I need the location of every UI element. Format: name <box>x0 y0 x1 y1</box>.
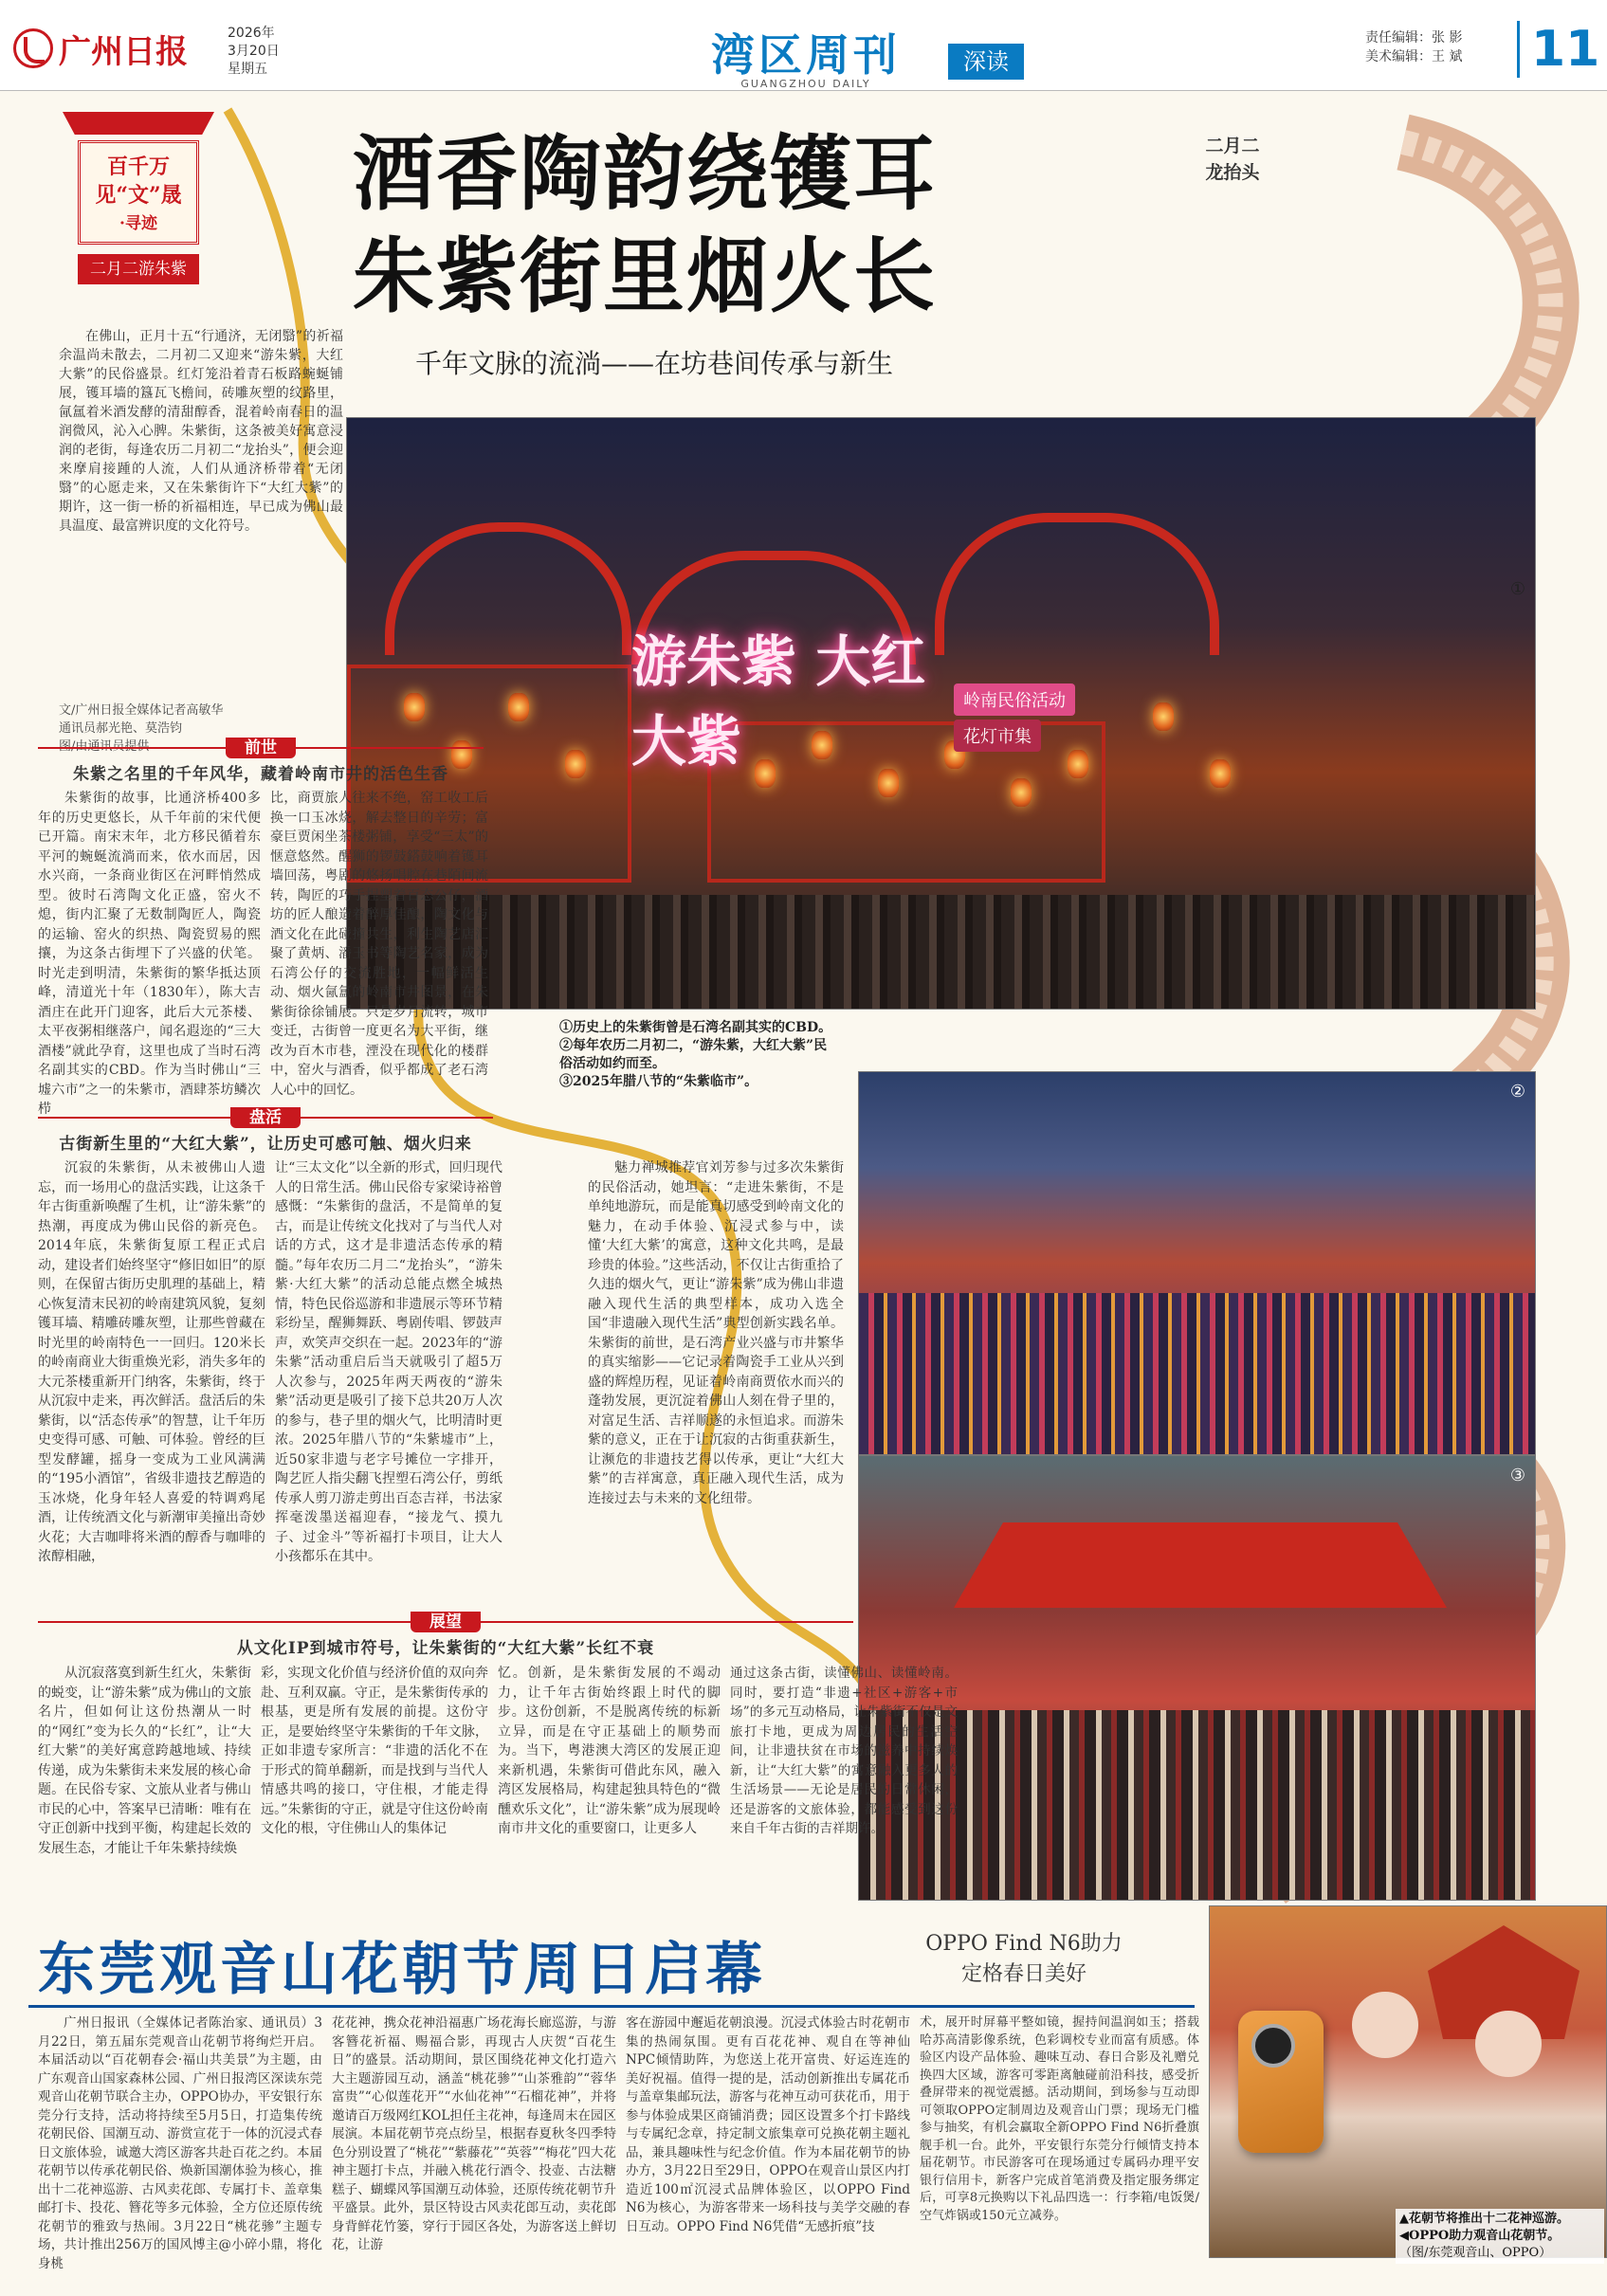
byline-reporter: 文/广州日报全媒体记者高敏华 <box>59 703 224 718</box>
page-number: 11 <box>1517 21 1593 78</box>
bottom-headline: 东莞观音山花朝节周日启幕 <box>38 1937 766 2003</box>
article-text: 通过这条古街，读懂佛山、读懂岭南。同时，要打造“非遗+社区+游客+市场”的多元互动格局，让朱紫街不仅是文旅打卡地，更成为周边居民的生活空间，让非遗扶贫在市场的滋养中持续焕新，让“大红大紫”的寓意融入更多人的生活场景——无论是居民的日常休闲，还是游客的文旅体验，都能感受到这份来自千年古街的吉祥期许。 <box>730 1666 958 1836</box>
article-text: 沉寂的朱紫街，从未被佛山人遗忘，而一场用心的盘活实践，让这条千年古街重新唤醒了生机，让“游朱紫”的热潮，再度成为佛山民俗的新亮色。2014年底，朱紫街复原工程正式启动，建设者们始终坚守“修旧如旧”的原则，在保留古街历史肌理的基础上，精心恢复清末民初的岭南建筑风貌，复刻镬耳墙、精雕砖雕灰塑，让那些曾藏在时光里的岭南特色一一回归。120米长的岭南商业大街重焕光彩，消失多年的大元茶楼重新开门纳客，朱紫街，终于从沉寂中走来，再次鲜活。盘活后的朱紫街，以“活态传承”的智慧，让千年历史变得可感、可触、可体验。曾经的巨型发酵罐，摇身一变成为工业风满满的“195小酒馆”，省级非遗技艺醇造的玉冰烧，化身年轻人喜爱的特调鸡尾酒，让传统酒文化与新潮审美撞出奇妙火花；大吉咖啡将米酒的醇香与咖啡的浓醇相融， <box>38 1160 265 1564</box>
article-text: 朱紫街的故事，比通济桥400多年的历史更悠长，从千年前的宋代便已开篇。南宋末年，北方移民循着东平河的蜿蜒流淌而来，依水而居，因水兴商，一条商业街区在河畔悄然成型。彼时石湾陶文化正盛，窑火不熄，街内汇聚了无数制陶匠人，陶瓷的运输、窑火的织热、陶瓷贸易的熙攘，为这条古街埋下了兴盛的伏笔。时光走到明清，朱紫街的繁华抵达顶峰，清道光十年（1830年），陈大吉酒庄在此开门迎客，此后大元茶楼、太平夜粥相继落户，闻名遐迩的“三大酒楼”就此孕育，这里也成了当时石湾名副其实的CBD。作为当时佛山“三墟六市”之一的朱紫市，酒肆茶坊鳞次栉 <box>38 791 261 1117</box>
crowd <box>347 895 1535 1009</box>
article-column <box>38 789 261 1120</box>
article-text: 客在游园中邂逅花朝浪漫。沉浸式体验古时花朝市集的热闹氛围。更有百花花神、观自在等神仙NPC倾情助阵，为您送上花开富贵、好运连连的美好祝福。值得一提的是，活动创新推出专属花币与盖章集邮玩法，游客与花神互动可获花币，用于参与体验成果区商铺消费；园区设置多个打卡路线与专属纪念章，持定制文旅集章可兑换花朝主题礼品，兼具趣味性与纪念价值。作为本届花朝节的协办方，3月22日至29日，OPPO在观音山景区内打造近100㎡沉浸式品牌体验区，以OPPO Find N6为核心，为游客带来一场科技与美学交融的春日互动。OPPO Find N6凭借“无感折痕”技 <box>626 2015 910 2234</box>
section-heading-revival <box>38 1107 493 1154</box>
byline-correspondent: 通讯员郝光艳、莫浩钧 <box>59 721 183 736</box>
photo-laba-market <box>858 1455 1536 1901</box>
caption-credit: （图/东莞观音山、OPPO） <box>1399 2246 1552 2260</box>
article-column <box>588 1158 844 1508</box>
main-headline <box>341 123 948 328</box>
photo-zhuzi-street-night <box>346 417 1536 1010</box>
section-label: 展望 <box>411 1612 481 1632</box>
article-text: 术，展开时屏幕平整如镜，握持间温润如玉；搭载哈苏高清影像系统，色彩调校专业而富有质感。体验区内设产品体验、趣味互动、春日合影及礼赠兑换四大区域，游客可零距离触碰前沿科技，感受折叠屏带来的视觉震撼。活动期间，到场参与互动即可领取OPPO定制周边及观音山门票；现场无门槛参与抽奖，有机会赢取全新OPPO Find N6折叠旗舰手机一台。此外，平安银行东莞分行倾情支持本届花朝节。市民游客可在现场通过专属码办理平安银行信用卡，新客户完成首笔消费及指定服务绑定后，可享8元换购以下礼品四选一：行李箱/电饭煲/空气炸锅或150元立减券。 <box>920 2015 1199 2223</box>
article-column <box>730 1664 958 1839</box>
performer-face <box>1475 2011 1542 2077</box>
bottom-subtitle-line2: 定格春日美好 <box>960 1962 1087 1986</box>
badge-title-box <box>78 140 199 245</box>
date-day: 3月20日 <box>228 44 280 59</box>
article-column <box>38 1158 265 1567</box>
camera-icon <box>1251 2024 1295 2068</box>
neon-sign: 游朱紫 大红大紫 <box>631 629 926 774</box>
article-text: 从沉寂落寞到新生红火，朱紫街的蜕变，让“游朱紫”成为佛山的文旅名片，但如何让这份热潮从一时的“网红”变为长久的“长红”，让“大红大紫”的美好寓意跨越地域、持续传递，成为朱紫街未来发展的核心命题。在民俗专家、文旅从业者与佛山市民的心中，答案早已清晰：唯有在守正创新中找到平衡，构建起长效的发展生态，才能让千年朱紫持续焕 <box>38 1666 251 1856</box>
logo-icon <box>13 28 53 68</box>
headline-subtitle: 千年文脉的流淌——在坊巷间传承与新生 <box>414 348 893 379</box>
art-editor: 美术编辑：王 斌 <box>1365 49 1463 64</box>
badge-tag: 二月二游朱紫 <box>78 254 199 284</box>
section-label: 前世 <box>226 738 296 758</box>
arch-decoration <box>385 522 631 655</box>
section-title: 湾区周刊 <box>711 29 901 81</box>
headline-line1: 酒香陶韵绕镬耳 <box>353 126 937 222</box>
article-text: 让“三太文化”以全新的形式，回归现代人的日常生活。佛山民俗专家梁诗裕曾感慨：“朱紫街的盘活，不是简单的复古，而是让传统文化找对了与当代人对话的方式，这才是非遗活态传承的精髓。”每年农历二月二“龙抬头”，“游朱紫·大红大紫”的活动总能点燃全城热情，特色民俗巡游和非遗展示等环节精彩纷呈，醒狮舞跃、粤剧传唱、锣鼓声声，欢笑声交织在一起。2023年的“游朱紫”活动重启后当天就吸引了超5万人次参与，2025年两天两夜的“游朱紫”活动更是吸引了接下总共20万人次的参与，巷子里的烟火气，比明清时更浓。2025年腊八节的“朱紫墟市”上，近50家非遗与老字号摊位一字排开，陶艺匠人指尖翻飞捏塑石湾公仔，剪纸传承人剪刀游走剪出百态吉祥，书法家挥毫泼墨送福迎春，“接龙气、摸九子、过金斗”等祈福打卡项目，让大人小孩都乐在其中。 <box>275 1160 502 1564</box>
article-text: 花花神，携众花神沿福惠广场花海长廊巡游，与游客簪花祈福、赐福合影，再现古人庆贺“百花生日”的盛景。活动期间，景区围绕花神文化打造六大主题游园互动，涵盖“桃花骖”“山茶雅韵”“蓉华富贵”“心似莲花开”“水仙花神”“石榴花神”，并将邀请百万级网红KOL担任主花神，每逢周末在园区展演。本届花朝节亮点纷呈，根据春夏秋冬四季特色分别设置了“桃花”“紫藤花”“英蓉”“梅花”四大花神主题打卡点，并融入桃花行酒令、投壶、古法糖糕子、蝴蝶风筝国潮互动体验，还原传统花朝节升平盛景。此外，景区特设古风卖花郎互动，卖花郎身背鲜花竹篓，穿行于园区各处，为游客送上鲜切花，让游 <box>332 2015 616 2252</box>
bottom-column <box>626 2014 910 2236</box>
caption-line2: ◀OPPO助力观音山花朝节。 <box>1399 2229 1561 2243</box>
headline-line2: 朱紫街里烟火长 <box>353 228 937 324</box>
badge-line1: 百千万 <box>106 155 170 179</box>
photo-number: ③ <box>1509 1466 1525 1485</box>
bottom-column <box>332 2014 616 2255</box>
event-sign: 岭南民俗活动 <box>954 683 1075 716</box>
section-subtitle: 古街新生里的“大红大紫”，让历史可感可触、烟火归来 <box>59 1135 472 1154</box>
editors <box>1365 28 1507 66</box>
bottom-subtitle-line1: OPPO Find N6助力 <box>925 1932 1123 1956</box>
section-heading-outlook <box>38 1612 853 1658</box>
article-text: 广州日报讯（全媒体记者陈治家、通讯员）3月22日，第五届东莞观音山花朝节将绚烂开启。本届活动以“百花朝春会·福山共美景”为主题，由广东观音山国家森林公园、广州日报湾区深读东莞观音山花朝节联合主办，OPPO协办，平安银行东莞分行支持，活动将持续至5月5日，打造集传统花朝民俗、国潮互动、游赏宣花于一体的沉浸式春日文旅体验，诚邀大湾区游客共赴百花之约。本届花朝节以传承花朝民俗、焕新国潮体验为核心，推出十二花神巡游、古风卖花郎、专属打卡、盖章集邮打卡、投花、簪花等多元体验，全方位还原传统花朝节的雅致与热闹。3月22日“桃花骖”主题专场，共计推出256万的国风博主@小碎小鼎，将化身桃 <box>38 2015 322 2271</box>
newspaper-logo <box>13 25 203 72</box>
tent-decoration <box>954 1522 1447 1608</box>
date-weekday: 星期五 <box>228 62 267 77</box>
section-subtitle: 深读 <box>948 44 1024 80</box>
chief-editor: 责任编辑：张 影 <box>1365 30 1463 46</box>
crowd <box>859 1293 1535 1454</box>
caption-3: ③2025年腊八节的“朱紫临市”。 <box>559 1074 758 1089</box>
performer-face <box>1352 1992 1418 2058</box>
article-text: 彩，实现文化价值与经济价值的双向奔赴、互利双赢。守正，是朱紫街传承的根基，更是所有发展的前提。这份守正，是要始终坚守朱紫街的千年文脉，正如非遗专家所言：“非遗的活化不在于形式的简单翻新，而是找到与当代人情感共鸣的接口，守住根，才能走得远。”朱紫街的守正，就是守住这份岭南文化的根，守住佛山人的集体记 <box>261 1666 488 1836</box>
article-text: 比，商贾旅人往来不绝，窑工收工后换一口玉冰烧，解去整日的辛劳；富豪巨贾闲坐茶楼粥铺，享受“三太”的惬意悠然。醒狮的锣鼓鎝鼓响着镬耳墙回荡，粤剧的悠扬唱腔在巷陌间流转，陶匠的巧手捏塑着百态公仔，酒坊的匠人酿造着醉厚佳酿，陶文化与酒文化在此碰撞共生，利生陶艺店汇聚了黄炳、潘玉书等陶艺名家，成为石湾公仔的交流胜地，一幅鲜活生动、烟火氤氲的岭南市井图景，在朱紫街徐徐铺展。只是岁月流转，城市变迁，古街曾一度更名为大平街，继改为百木市巷，湮没在现代化的楼群中，窑火与酒香，似乎都成了老石湾人心中的回忆。 <box>270 791 488 1098</box>
article-text: 魅力禅城推荐官刘芳参与过多次朱紫街的民俗活动，她坦言：“走进朱紫街，不是单纯地游玩，而是能真切感受到岭南文化的魅力，在动手体验、沉浸式参与中，读懂‘大红大紫’的寓意，这种文化共鸣，是最珍贵的体验。”这些活动，不仅让古街重拾了久违的烟火气，更让“游朱紫”成为佛山非遗融入现代生活的典型样本，成功入选全国“非遗融入现代生活”典型创新实践名单。朱紫街的前世，是石湾产业兴盛与市井繁华的真实缩影——它记录着陶瓷手工业从兴到盛的辉煌历程，见证着岭南商贾依水而兴的蓬勃发展，更沉淀着佛山人刻在骨子里的，对富足生活、吉祥顺遂的永恒追求。而游朱紫的意义，正在于让沉寂的古街重获新生，让濒危的非遗技艺得以传承，更让“大红大紫”的吉祥寓意，真正融入现代生活，成为连接过去与未来的文化纽带。 <box>588 1160 844 1506</box>
badge-roof-decoration <box>63 112 214 135</box>
oppo-phone-icon <box>1238 2011 1324 2153</box>
caption-1: ①历史上的朱紫街曾是石湾名副其实的CBD。 <box>559 1020 832 1035</box>
issue-date <box>228 25 341 79</box>
bottom-column <box>38 2014 322 2273</box>
photo-number: ① <box>1509 579 1525 599</box>
article-column <box>261 1664 488 1839</box>
vertical-kicker: 二月二龙抬头 <box>1205 136 1260 183</box>
caption-line1: ▲花朝节将推出十二花神巡游。 <box>1399 2212 1569 2226</box>
bottom-subtitle <box>872 1929 1176 1990</box>
photo-captions <box>559 1019 834 1091</box>
date-year: 2026年 <box>228 26 275 41</box>
logo-text: 广州日报 <box>59 32 188 71</box>
arch-decoration <box>935 513 1219 655</box>
photo-number: ② <box>1509 1082 1525 1102</box>
section-subtitle: 从文化IP到城市符号，让朱紫街的“大红大紫”长红不衰 <box>236 1639 655 1658</box>
caption-2: ②每年农历二月初二，“游朱紫，大红大紫”民俗活动如约而至。 <box>559 1038 828 1071</box>
article-text: 忆。创新，是朱紫街发展的不竭动力，让千年古街始终跟上时代的脚步。这份创新，不是脱离传统的标新立异，而是在守正基础上的顺势而为。当下，粤港澳大湾区的发展正迎来新机遇，朱紫街可借此东风，融入湾区发展格局，构建起独具特色的“微醺欢乐文化”，让“游朱紫”成为展现岭南市井文化的重要窗口，让更多人 <box>498 1666 721 1836</box>
article-column <box>270 789 488 1100</box>
photo-flower-festival <box>1209 1905 1607 2258</box>
intro-paragraph: 在佛山，正月十五“行通济，无闭翳”的祈福余温尚未散去，二月初二又迎来“游朱紫，大红大紫”的民俗盛景。红灯笼沿着青石板路蜿蜒铺展，镬耳墙的簋瓦飞檐间，砖雕灰塑的纹路里，氤氲着米酒发酵的清甜醇香，混着岭南春日的温润微风，沁入心脾。朱紫街，这条被美好寓意浸润的老街，每逢农历二月初二“龙抬头”，便会迎来摩肩接踵的人流，人们从通济桥带着“无闭翳”的心愿走来，又在朱紫街许下“大红大紫”的期许，这一街一桥的祈福相连，早已成为佛山最具温度、最富辨识度的文化符号。 <box>59 329 343 534</box>
flower-photo-caption <box>1396 2209 1604 2264</box>
column-badge <box>63 112 214 292</box>
market-sign: 花灯市集 <box>954 720 1041 752</box>
section-heading-past <box>38 738 484 784</box>
section-label: 盘活 <box>230 1107 301 1128</box>
badge-line2: 见“文”晟 <box>95 183 182 208</box>
article-column <box>275 1158 502 1567</box>
bottom-column <box>920 2014 1199 2225</box>
paper-english-name: GUANGZHOU DAILY <box>740 78 871 90</box>
photo-festival-crowd-aerial <box>858 1071 1536 1455</box>
badge-line3: ·寻迹 <box>119 214 157 233</box>
divider <box>28 2005 1195 2008</box>
article-column <box>498 1664 721 1839</box>
section-subtitle: 朱紫之名里的千年风华，藏着岭南市井的活色生香 <box>73 765 448 784</box>
article-column <box>38 1664 251 1858</box>
crowd <box>859 1710 1535 1900</box>
